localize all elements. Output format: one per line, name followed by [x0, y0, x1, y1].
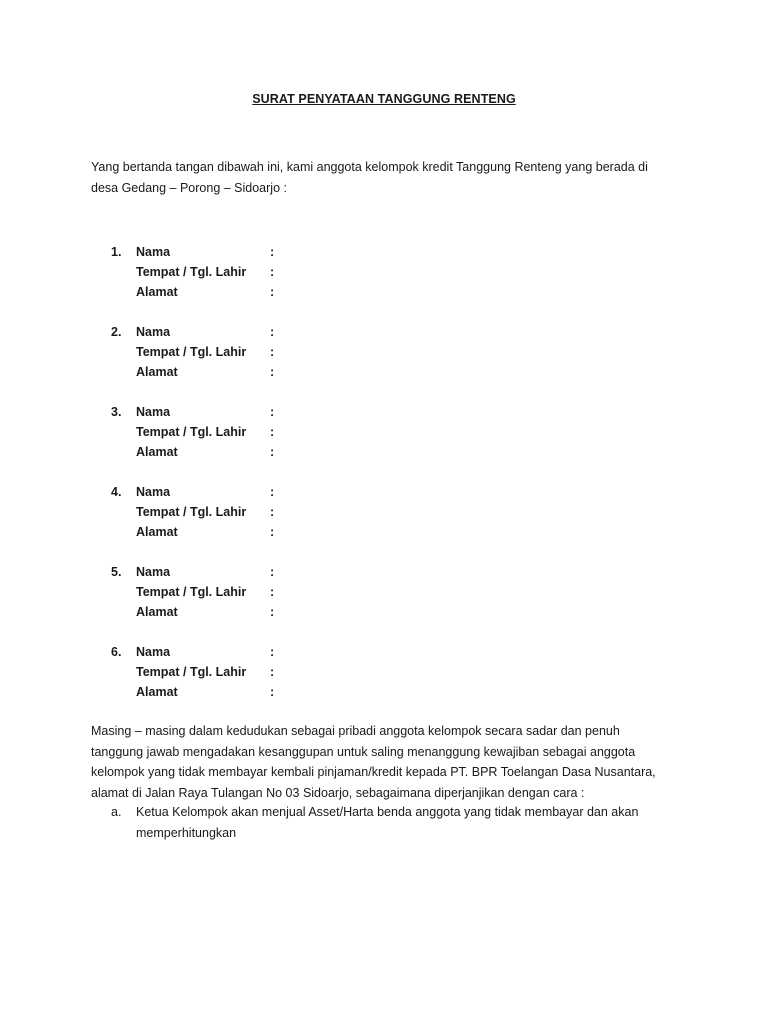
name-row	[136, 322, 336, 342]
address-row	[136, 602, 336, 622]
member-entry-1	[0, 242, 768, 322]
name-row	[136, 482, 336, 502]
name-label: Nama	[136, 565, 171, 579]
member-number: 1.	[111, 245, 122, 259]
address-label: Alamat	[136, 365, 178, 379]
birth-row	[136, 262, 336, 282]
birth-label: Tempat / Tgl. Lahir	[136, 265, 247, 279]
birth-row	[136, 422, 336, 442]
colon: :	[270, 645, 275, 659]
colon: :	[270, 325, 275, 339]
name-row	[136, 402, 336, 422]
intro-paragraph: Yang bertanda tangan dibawah ini, kami anggota kelompok kredit Tanggung Renteng yang berada di desa Gedang – Porong – Sidoarjo :	[91, 160, 648, 195]
colon: :	[270, 565, 275, 579]
colon: :	[270, 505, 275, 519]
colon: :	[270, 665, 275, 679]
birth-row	[136, 342, 336, 362]
colon: :	[270, 285, 275, 299]
name-label: Nama	[136, 325, 171, 339]
colon: :	[270, 405, 275, 419]
member-entry-2	[0, 322, 768, 402]
closing-paragraph: Masing – masing dalam kedudukan sebagai pribadi anggota kelompok secara sadar dan penuh tanggung jawab mengadakan kesanggupan untuk saling menanggung kewajiban sebagai anggota kelompok yang tidak membayar kembali pinjaman/kredit kepada PT. BPR Toelangan Dasa Nusantara, alamat di Jalan Raya Tulangan No 03 Sidoarjo, sebagaimana diperjanjikan dengan cara :	[91, 724, 656, 800]
name-row	[136, 642, 336, 662]
member-entry-5	[0, 562, 768, 642]
colon: :	[270, 245, 275, 259]
birth-label: Tempat / Tgl. Lahir	[136, 665, 247, 679]
name-label: Nama	[136, 245, 171, 259]
colon: :	[270, 345, 275, 359]
address-label: Alamat	[136, 445, 178, 459]
member-list	[0, 242, 768, 722]
member-entry-6	[0, 642, 768, 722]
point-text: Ketua Kelompok akan menjual Asset/Harta benda anggota yang tidak membayar dan akan memperhitungkan	[136, 805, 639, 840]
address-label: Alamat	[136, 605, 178, 619]
name-label: Nama	[136, 485, 171, 499]
member-number: 2.	[111, 325, 122, 339]
colon: :	[270, 365, 275, 379]
birth-label: Tempat / Tgl. Lahir	[136, 585, 247, 599]
point-letter: a.	[111, 805, 122, 819]
member-number: 3.	[111, 405, 122, 419]
colon: :	[270, 265, 275, 279]
birth-row	[136, 582, 336, 602]
birth-label: Tempat / Tgl. Lahir	[136, 345, 247, 359]
birth-row	[136, 662, 336, 682]
colon: :	[270, 485, 275, 499]
address-row	[136, 682, 336, 702]
name-row	[136, 242, 336, 262]
address-label: Alamat	[136, 285, 178, 299]
name-label: Nama	[136, 405, 171, 419]
birth-label: Tempat / Tgl. Lahir	[136, 505, 247, 519]
address-label: Alamat	[136, 525, 178, 539]
name-row	[136, 562, 336, 582]
colon: :	[270, 585, 275, 599]
member-entry-4	[0, 482, 768, 562]
birth-row	[136, 502, 336, 522]
birth-label: Tempat / Tgl. Lahir	[136, 425, 247, 439]
address-row	[136, 282, 336, 302]
member-number: 5.	[111, 565, 122, 579]
address-label: Alamat	[136, 685, 178, 699]
member-entry-3	[0, 402, 768, 482]
member-number: 6.	[111, 645, 122, 659]
address-row	[136, 442, 336, 462]
colon: :	[270, 685, 275, 699]
colon: :	[270, 605, 275, 619]
colon: :	[270, 445, 275, 459]
colon: :	[270, 525, 275, 539]
colon: :	[270, 425, 275, 439]
document-title: SURAT PENYATAAN TANGGUNG RENTENG	[252, 92, 516, 106]
address-row	[136, 522, 336, 542]
member-number: 4.	[111, 485, 122, 499]
name-label: Nama	[136, 645, 171, 659]
address-row	[136, 362, 336, 382]
